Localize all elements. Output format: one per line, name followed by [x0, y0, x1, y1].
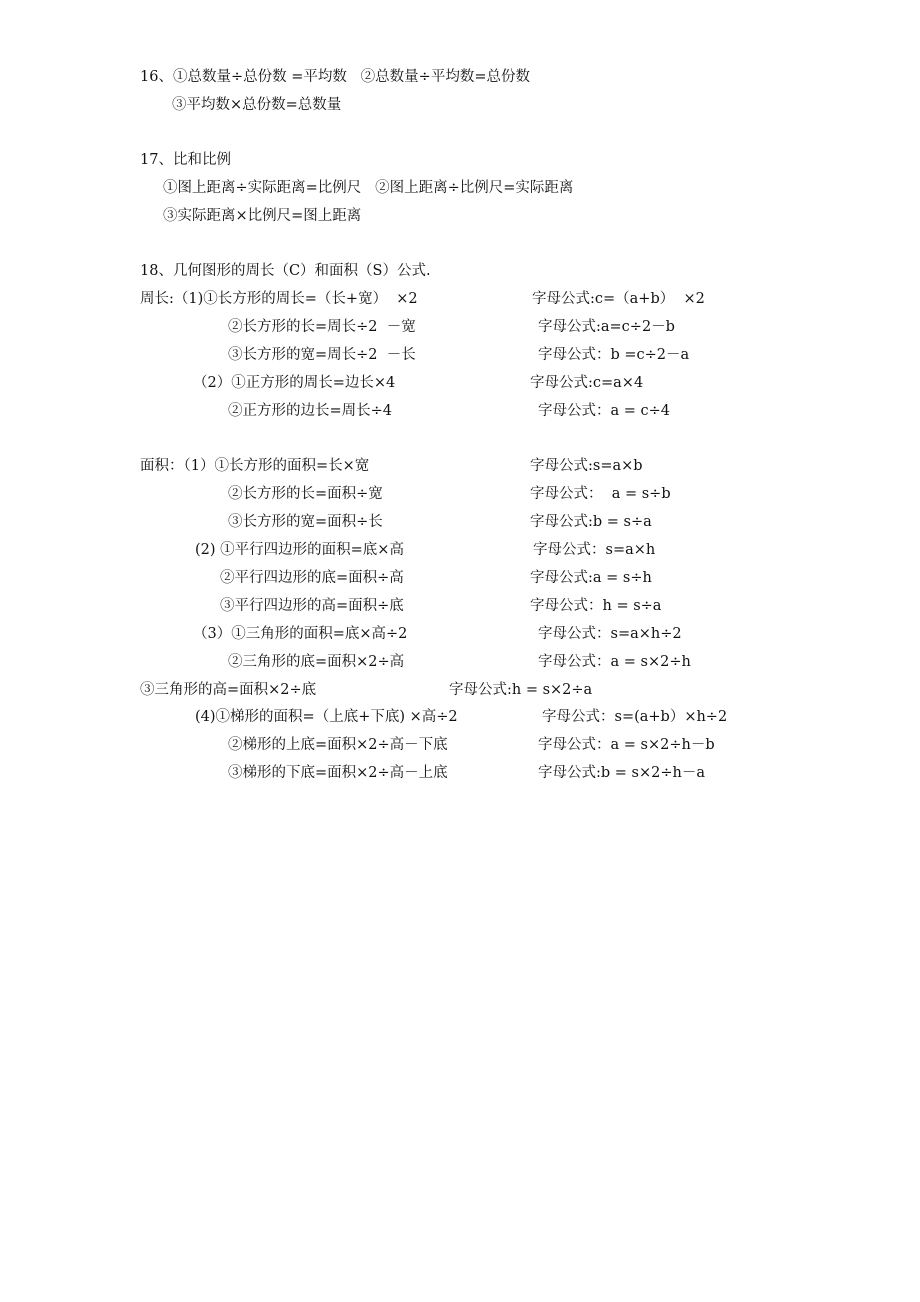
- area-triangle-area-formula: 字母公式：s=a×h÷2: [538, 626, 682, 642]
- area-trapezoid-bottom-base: ③梯形的下底=面积×2÷高－上底: [228, 765, 448, 781]
- area-rect-width: ③长方形的宽=面积÷长: [228, 514, 383, 530]
- area-trapezoid-top-base-formula: 字母公式：a = s×2÷h－b: [538, 737, 715, 753]
- section-16-line-2: ③平均数×总份数=总数量: [172, 97, 342, 113]
- perimeter-square-side-formula: 字母公式：a = c÷4: [538, 403, 671, 419]
- area-parallelogram-height-formula: 字母公式：h = s÷a: [530, 598, 662, 614]
- section-17-title: 17、比和比例: [140, 152, 231, 168]
- perimeter-rect-width: ③长方形的宽=周长÷2 －长: [228, 347, 416, 363]
- area-trapezoid-area-formula: 字母公式：s=(a+b）×h÷2: [542, 709, 728, 725]
- area-rect-area: 面积：（1）①长方形的面积=长×宽: [140, 458, 370, 474]
- area-trapezoid-top-base: ②梯形的上底=面积×2÷高－下底: [228, 737, 448, 753]
- perimeter-rect-perimeter: 周长:（1)①长方形的周长=（长+宽） ×2: [140, 291, 418, 307]
- area-parallelogram-height: ③平行四边形的高=面积÷底: [220, 598, 404, 614]
- area-triangle-base-formula: 字母公式：a = s×2÷h: [538, 654, 691, 670]
- perimeter-rect-perimeter-formula: 字母公式:c=（a+b） ×2: [532, 291, 705, 307]
- perimeter-rect-length-formula: 字母公式:a=c÷2－b: [538, 319, 675, 335]
- area-parallelogram-base: ②平行四边形的底=面积÷高: [220, 570, 404, 586]
- area-triangle-base: ②三角形的底=面积×2÷高: [228, 654, 405, 670]
- area-rect-width-formula: 字母公式:b = s÷a: [530, 514, 652, 530]
- section-17-line-1: ①图上距离÷实际距离=比例尺 ②图上距离÷比例尺=实际距离: [163, 180, 574, 196]
- area-parallelogram-area: (2) ①平行四边形的面积=底×高: [195, 542, 404, 558]
- area-trapezoid-bottom-base-formula: 字母公式:b = s×2÷h－a: [538, 765, 705, 781]
- area-parallelogram-area-formula: 字母公式：s=a×h: [533, 542, 656, 558]
- section-16-line-1: 16、①总数量÷总份数 =平均数 ②总数量÷平均数=总份数: [140, 69, 530, 85]
- area-rect-length: ②长方形的长=面积÷宽: [228, 486, 383, 502]
- area-trapezoid-area: (4)①梯形的面积=（上底+下底) ×高÷2: [195, 709, 458, 725]
- perimeter-rect-length: ②长方形的长=周长÷2 －宽: [228, 319, 416, 335]
- area-triangle-height: ③三角形的高=面积×2÷底: [140, 682, 317, 698]
- area-rect-area-formula: 字母公式:s=a×b: [530, 458, 643, 474]
- area-triangle-height-formula: 字母公式:h = s×2÷a: [449, 682, 593, 698]
- perimeter-square-perimeter-formula: 字母公式:c=a×4: [530, 375, 644, 391]
- area-rect-length-formula: 字母公式： a = s÷b: [530, 486, 671, 502]
- perimeter-rect-width-formula: 字母公式：b =c÷2－a: [538, 347, 690, 363]
- area-parallelogram-base-formula: 字母公式:a = s÷h: [530, 570, 652, 586]
- perimeter-square-side: ②正方形的边长=周长÷4: [228, 403, 393, 419]
- area-triangle-area: （3）①三角形的面积=底×高÷2: [193, 626, 408, 642]
- section-17-line-2: ③实际距离×比例尺=图上距离: [163, 208, 362, 224]
- perimeter-square-perimeter: （2）①正方形的周长=边长×4: [193, 375, 396, 391]
- section-18-title: 18、几何图形的周长（C）和面积（S）公式.: [140, 263, 431, 279]
